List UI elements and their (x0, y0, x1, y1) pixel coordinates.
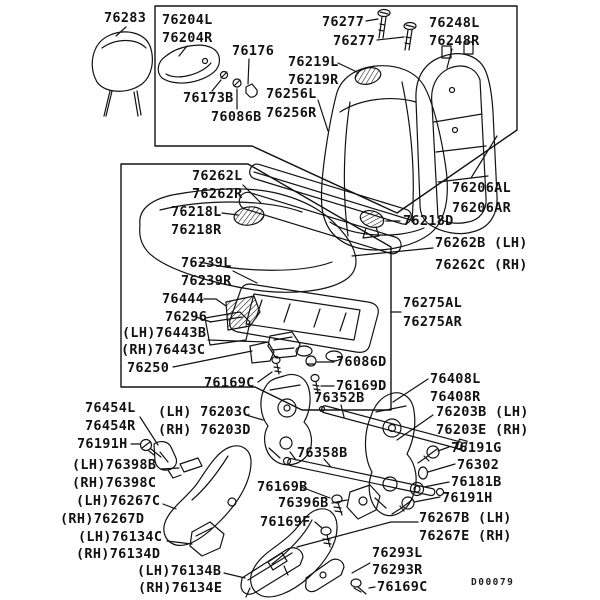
part-label: (LH)76267C (76, 493, 161, 509)
part-label: (RH) 76203D (158, 422, 251, 438)
part-label: 76454R (85, 418, 136, 434)
part-label: 76248L (429, 15, 480, 31)
part-label: 76250 (127, 360, 170, 376)
part-label: 76267E (RH) (419, 528, 512, 544)
part-label: 76293L (372, 545, 423, 561)
part-label: 76358B (297, 445, 348, 461)
part-label: 76283 (104, 10, 147, 26)
part-label: (RH)76267D (60, 511, 145, 527)
part-label: 76277 (322, 14, 365, 30)
part-label: (RH)76134E (138, 580, 223, 596)
part-label: 76204L (162, 12, 213, 28)
part-label: (RH)76398C (72, 475, 157, 491)
part-label: 76169D (336, 378, 387, 394)
part-label: 76203B (LH) (436, 404, 529, 420)
part-label: 76296 (165, 309, 208, 325)
part-label: 76173B (183, 90, 234, 106)
part-label: (LH)76398B (72, 457, 157, 473)
part-label: 76191H (442, 490, 493, 506)
part-label: 76218L (171, 204, 222, 220)
part-label: 76204R (162, 30, 213, 46)
part-label: (LH)76134C (78, 529, 163, 545)
part-label: (LH)76443B (122, 325, 207, 341)
part-label: (RH)76134D (76, 546, 161, 562)
part-label: 76352B (314, 390, 365, 406)
part-label: 76262B (LH) (435, 235, 528, 251)
part-label: (LH) 76203C (158, 404, 251, 420)
part-label: (RH)76443C (121, 342, 206, 358)
part-label: (LH)76134B (137, 563, 222, 579)
part-label: 76086D (336, 354, 387, 370)
part-label: 76256R (266, 105, 317, 121)
drawing-code: D00079 (471, 577, 515, 588)
part-label: 76206AL (452, 180, 511, 196)
part-label: 76203E (RH) (436, 422, 529, 438)
part-label: 76248R (429, 33, 480, 49)
part-label: 76169C (204, 375, 255, 391)
part-label: 76262L (192, 168, 243, 184)
part-label: 76191G (451, 440, 502, 456)
part-label: 76396B (278, 495, 329, 511)
part-label: 76302 (457, 457, 500, 473)
part-label: 76408L (430, 371, 481, 387)
part-label: 76181B (451, 474, 502, 490)
part-label: 76086B (211, 109, 262, 125)
part-label: 76176 (232, 43, 275, 59)
part-label: 76219R (288, 72, 339, 88)
part-label: 76239R (181, 273, 232, 289)
part-label: 76191H (77, 436, 128, 452)
part-label: 76169B (257, 479, 308, 495)
part-label: 76293R (372, 562, 423, 578)
part-label: 76169F (260, 514, 311, 530)
part-label: 76206AR (452, 200, 511, 216)
part-label: 76277 (333, 33, 376, 49)
part-label: 76262C (RH) (435, 257, 528, 273)
part-label: 76169C (377, 579, 428, 595)
part-label: 76267B (LH) (419, 510, 512, 526)
part-label: 76239L (181, 255, 232, 271)
part-label: 76275AL (403, 295, 462, 311)
part-label: 76408R (430, 389, 481, 405)
part-label: 76454L (85, 400, 136, 416)
part-label: 76219L (288, 54, 339, 70)
part-label: 76275AR (403, 314, 462, 330)
part-label: 76218R (171, 222, 222, 238)
part-label: 76262R (192, 186, 243, 202)
part-label: 76444 (162, 291, 205, 307)
part-label: 76256L (266, 86, 317, 102)
part-label: 76218D (403, 213, 454, 229)
